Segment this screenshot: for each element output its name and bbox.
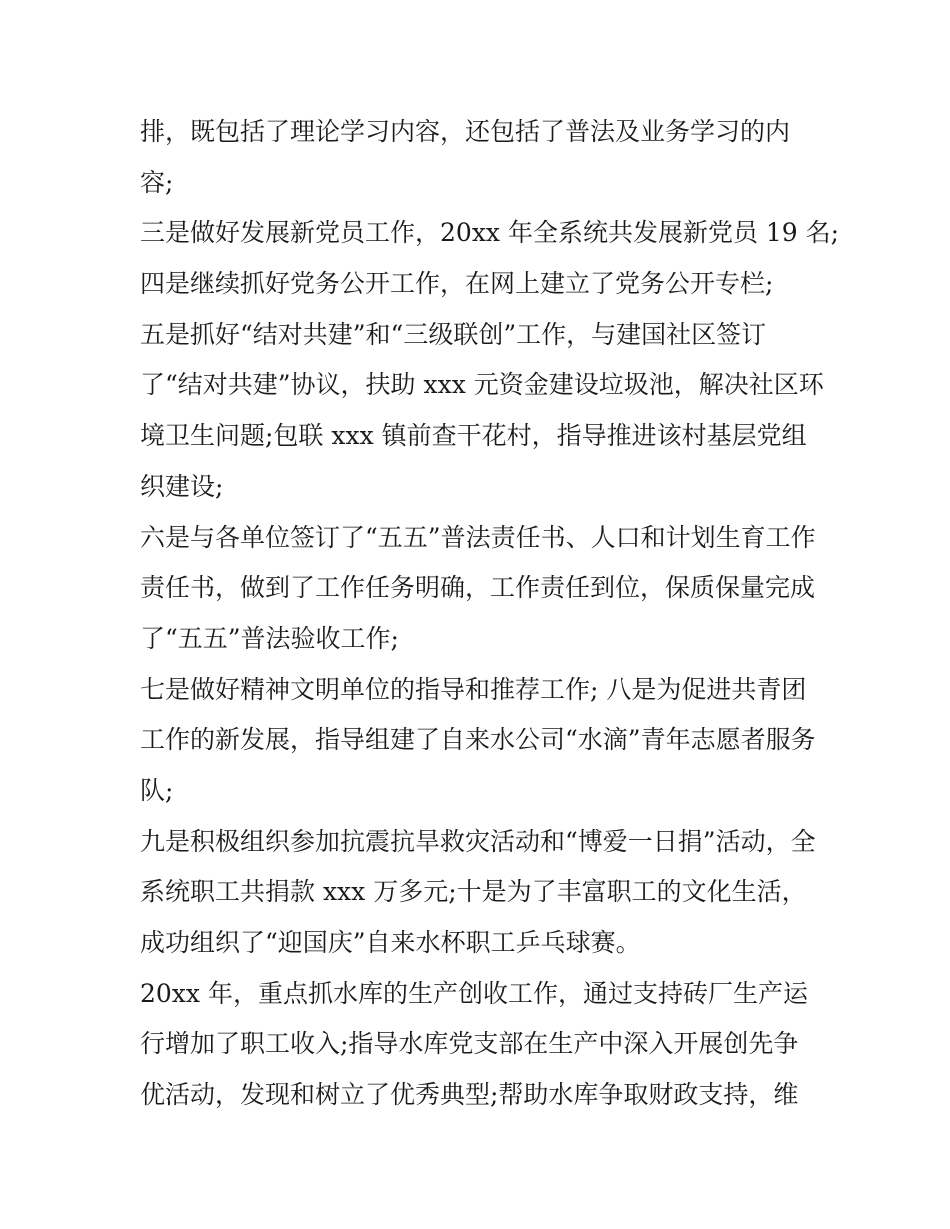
text-line: 境卫生问题;包联 xxx 镇前查干花村，指导推进该村基层党组 — [140, 421, 807, 451]
text-line: 三是做好发展新党员工作，20xx 年全系统共发展新党员 19 名; — [140, 218, 840, 248]
text-line: 行增加了职工收入;指导水库党支部在生产中深入开展创先争 — [140, 1029, 799, 1059]
text-line: 四是继续抓好党务公开工作，在网上建立了党务公开专栏; — [140, 269, 774, 299]
text-line: 工作的新发展，指导组建了自来水公司“水滴”青年志愿者服务 — [140, 725, 816, 755]
text-line: 成功组织了“迎国庆”自来水杯职工乒乓球赛。 — [140, 928, 641, 957]
text-line: 织建设; — [140, 471, 224, 501]
text-line: 优活动，发现和树立了优秀典型;帮助水库争取财政支持，维 — [140, 1080, 799, 1110]
text-line: 六是与各单位签订了“五五”普法责任书、人口和计划生育工作 — [140, 522, 816, 552]
text-line: 五是抓好“结对共建”和“三级联创”工作，与建国社区签订 — [140, 319, 767, 349]
text-line: 排，既包括了理论学习内容，还包括了普法及业务学习的内 — [140, 117, 791, 146]
text-line: 了“五五”普法验收工作; — [140, 623, 399, 653]
text-line: 容; — [140, 167, 174, 197]
text-line: 系统职工共捐款 xxx 万多元;十是为了丰富职工的文化生活， — [140, 877, 807, 907]
text-line: 队; — [140, 775, 174, 805]
text-line: 责任书，做到了工作任务明确，工作责任到位，保质保量完成 — [140, 573, 816, 603]
text-line: 20xx 年，重点抓水库的生产创收工作，通过支持砖厂生产运 — [140, 978, 808, 1008]
text-line: 七是做好精神文明单位的指导和推荐工作; 八是为促进共青团 — [140, 674, 807, 704]
document-body — [140, 107, 840, 1121]
text-line: 九是积极组织参加抗震抗旱救灾活动和“博爱一日捐”活动，全 — [140, 826, 816, 856]
text-line: 了“结对共建”协议，扶助 xxx 元资金建设垃圾池，解决社区环 — [140, 370, 824, 400]
